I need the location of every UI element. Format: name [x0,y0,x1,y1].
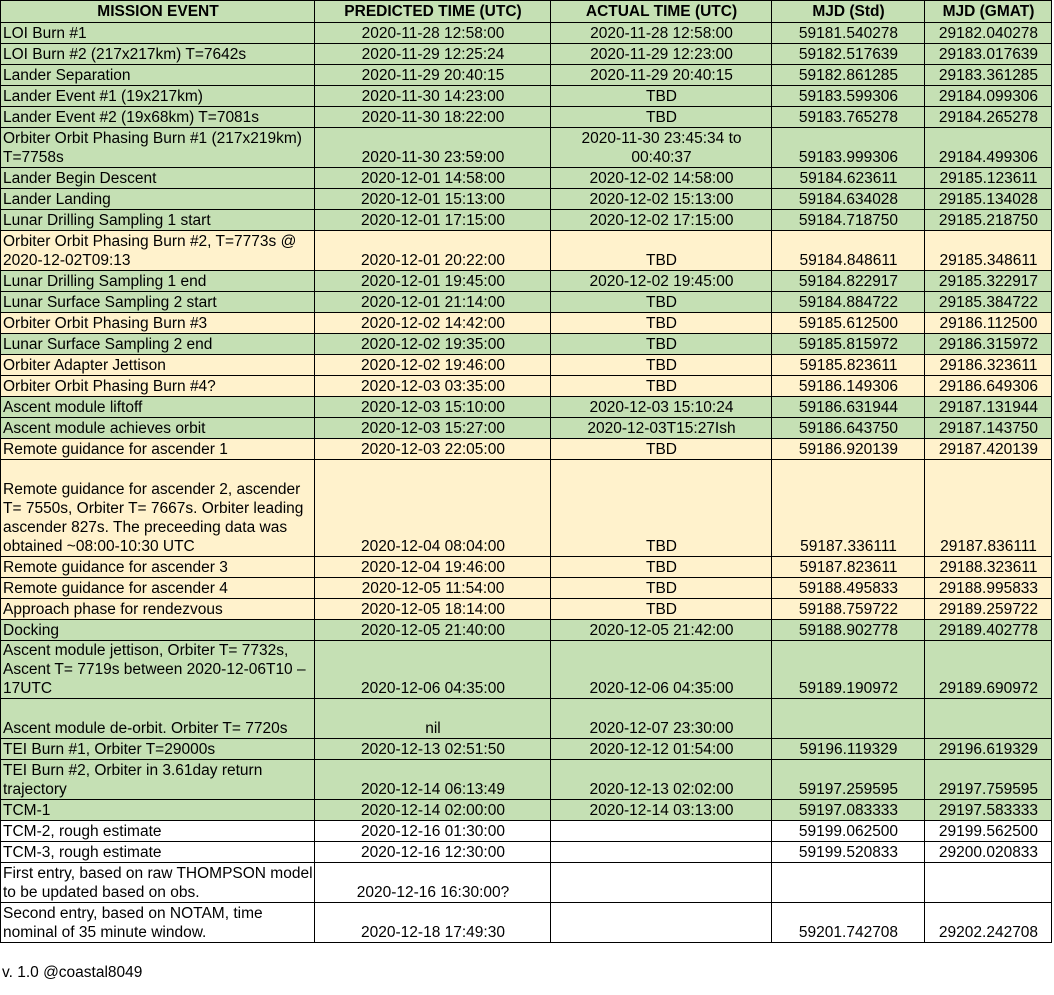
cell-predicted-time[interactable]: nil [315,699,551,739]
cell-event[interactable]: Remote guidance for ascender 3 [1,557,315,578]
cell-actual-time[interactable]: 2020-11-28 12:58:00 [551,23,772,44]
cell-actual-time[interactable]: 2020-12-05 21:42:00 [551,620,772,641]
cell-event[interactable]: TCM-2, rough estimate [1,821,315,842]
cell-event[interactable]: TEI Burn #1, Orbiter T=29000s [1,739,315,760]
cell-actual-time[interactable]: 2020-12-07 23:30:00 [551,699,772,739]
table-row [1,418,1052,439]
cell-mjd-gmat[interactable]: 29183.361285 [925,65,1052,86]
header-predicted-time: PREDICTED TIME (UTC) [315,1,551,23]
cell-predicted-time[interactable]: 2020-12-03 15:27:00 [315,418,551,439]
header-mission-event: MISSION EVENT [1,1,315,23]
cell-mjd-gmat[interactable]: 29197.759595 [925,760,1052,800]
cell-mjd-std[interactable]: 59184.884722 [772,292,925,313]
cell-predicted-time[interactable]: 2020-12-01 17:15:00 [315,210,551,231]
cell-predicted-time[interactable]: 2020-12-04 19:46:00 [315,557,551,578]
cell-event[interactable]: First entry, based on raw THOMPSON model to be updated based on obs. [1,863,315,903]
cell-mjd-gmat[interactable]: 29197.583333 [925,800,1052,821]
cell-actual-time[interactable]: 2020-12-12 01:54:00 [551,739,772,760]
cell-predicted-time[interactable]: 2020-12-02 19:35:00 [315,334,551,355]
cell-predicted-time[interactable]: 2020-11-28 12:58:00 [315,23,551,44]
table-row [1,44,1052,65]
cell-mjd-std[interactable]: 59188.759722 [772,599,925,620]
table-row [1,800,1052,821]
table-row [1,189,1052,210]
cell-mjd-std[interactable]: 59184.848611 [772,231,925,271]
cell-predicted-time[interactable]: 2020-12-03 03:35:00 [315,376,551,397]
cell-actual-time[interactable]: TBD [551,231,772,271]
table-row [1,699,1052,739]
cell-mjd-std[interactable] [772,863,925,903]
table-row [1,460,1052,557]
cell-mjd-gmat[interactable]: 29183.017639 [925,44,1052,65]
cell-actual-time[interactable]: 2020-11-29 12:23:00 [551,44,772,65]
cell-predicted-time[interactable]: 2020-12-16 12:30:00 [315,842,551,863]
cell-event[interactable]: Lander Landing [1,189,315,210]
cell-predicted-time[interactable]: 2020-12-05 21:40:00 [315,620,551,641]
cell-mjd-gmat[interactable]: 29189.259722 [925,599,1052,620]
cell-predicted-time[interactable]: 2020-12-16 16:30:00? [315,863,551,903]
cell-predicted-time[interactable]: 2020-12-18 17:49:30 [315,903,551,943]
cell-mjd-gmat[interactable]: 29182.040278 [925,23,1052,44]
cell-mjd-gmat[interactable]: 29187.143750 [925,418,1052,439]
cell-mjd-gmat[interactable]: 29184.099306 [925,86,1052,107]
table-row [1,355,1052,376]
cell-predicted-time[interactable]: 2020-12-16 01:30:00 [315,821,551,842]
cell-mjd-std[interactable]: 59184.822917 [772,271,925,292]
cell-actual-time[interactable]: 2020-12-03T15:27Ish [551,418,772,439]
cell-actual-time[interactable]: TBD [551,439,772,460]
cell-actual-time[interactable]: 2020-12-13 02:02:00 [551,760,772,800]
table-row [1,334,1052,355]
cell-predicted-time[interactable]: 2020-12-01 14:58:00 [315,168,551,189]
cell-event[interactable]: Second entry, based on NOTAM, time nominal of 35 minute window. [1,903,315,943]
cell-predicted-time[interactable]: 2020-12-01 15:13:00 [315,189,551,210]
table-row [1,599,1052,620]
table-row [1,821,1052,842]
table-row [1,65,1052,86]
cell-mjd-gmat[interactable]: 29187.131944 [925,397,1052,418]
cell-mjd-std[interactable]: 59197.259595 [772,760,925,800]
cell-mjd-std[interactable]: 59182.861285 [772,65,925,86]
cell-mjd-gmat[interactable]: 29189.402778 [925,620,1052,641]
cell-mjd-gmat[interactable]: 29185.384722 [925,292,1052,313]
cell-mjd-gmat[interactable]: 29189.690972 [925,641,1052,699]
cell-mjd-std[interactable]: 59188.902778 [772,620,925,641]
cell-actual-time[interactable]: TBD [551,355,772,376]
cell-event[interactable]: Orbiter Adapter Jettison [1,355,315,376]
cell-event[interactable]: Remote guidance for ascender 1 [1,439,315,460]
cell-mjd-std[interactable]: 59186.920139 [772,439,925,460]
table-row [1,397,1052,418]
cell-mjd-gmat[interactable]: 29187.420139 [925,439,1052,460]
cell-mjd-gmat[interactable]: 29185.322917 [925,271,1052,292]
cell-predicted-time[interactable]: 2020-12-04 08:04:00 [315,460,551,557]
cell-mjd-std[interactable]: 59185.612500 [772,313,925,334]
cell-mjd-std[interactable]: 59199.062500 [772,821,925,842]
cell-mjd-std[interactable]: 59183.999306 [772,128,925,168]
cell-event[interactable]: TCM-1 [1,800,315,821]
cell-mjd-std[interactable]: 59184.634028 [772,189,925,210]
cell-mjd-std[interactable]: 59187.823611 [772,557,925,578]
cell-event[interactable]: Remote guidance for ascender 2, ascender T= 7550s, Orbiter T= 7667s. Orbiter leading ascender 827s. The preceeding data was obtained ~08:00-10:30 UTC [1,460,315,557]
cell-actual-time[interactable]: 2020-11-30 23:45:34 to 00:40:37 [551,128,772,168]
cell-event[interactable]: Lander Event #2 (19x68km) T=7081s [1,107,315,128]
cell-predicted-time[interactable]: 2020-12-05 11:54:00 [315,578,551,599]
cell-mjd-gmat[interactable]: 29186.649306 [925,376,1052,397]
table-row [1,620,1052,641]
cell-mjd-std[interactable]: 59185.823611 [772,355,925,376]
cell-mjd-gmat[interactable]: 29186.315972 [925,334,1052,355]
cell-predicted-time[interactable]: 2020-12-14 06:13:49 [315,760,551,800]
cell-event[interactable]: Orbiter Orbit Phasing Burn #2, T=7773s @ 2020-12-02T09:13 [1,231,315,271]
cell-mjd-std[interactable]: 59183.765278 [772,107,925,128]
cell-mjd-std[interactable]: 59197.083333 [772,800,925,821]
cell-actual-time[interactable]: 2020-12-02 15:13:00 [551,189,772,210]
cell-event[interactable]: Docking [1,620,315,641]
cell-actual-time[interactable]: 2020-12-02 17:15:00 [551,210,772,231]
cell-mjd-std[interactable]: 59187.336111 [772,460,925,557]
cell-actual-time[interactable]: TBD [551,557,772,578]
table-row [1,739,1052,760]
cell-event[interactable]: Ascent module achieves orbit [1,418,315,439]
cell-predicted-time[interactable]: 2020-11-30 23:59:00 [315,128,551,168]
header-actual-time: ACTUAL TIME (UTC) [551,1,772,23]
cell-actual-time[interactable] [551,842,772,863]
header-mjd-gmat: MJD (GMAT) [925,1,1052,23]
cell-mjd-std[interactable]: 59188.495833 [772,578,925,599]
cell-mjd-std[interactable]: 59183.599306 [772,86,925,107]
cell-predicted-time[interactable]: 2020-12-06 04:35:00 [315,641,551,699]
table-row [1,439,1052,460]
table-row [1,557,1052,578]
cell-predicted-time[interactable]: 2020-11-29 20:40:15 [315,65,551,86]
cell-mjd-gmat[interactable]: 29187.836111 [925,460,1052,557]
table-row [1,168,1052,189]
table-row [1,313,1052,334]
cell-event[interactable]: Approach phase for rendezvous [1,599,315,620]
cell-mjd-std[interactable]: 59186.149306 [772,376,925,397]
cell-mjd-gmat[interactable]: 29184.265278 [925,107,1052,128]
cell-mjd-std[interactable]: 59182.517639 [772,44,925,65]
cell-event[interactable]: Lunar Surface Sampling 2 start [1,292,315,313]
cell-event[interactable]: Ascent module jettison, Orbiter T= 7732s, Ascent T= 7719s between 2020-12-06T10 – 17UTC [1,641,315,699]
table-row [1,271,1052,292]
cell-actual-time[interactable] [551,903,772,943]
table-row [1,760,1052,800]
cell-mjd-gmat[interactable]: 29186.323611 [925,355,1052,376]
header-mjd-std: MJD (Std) [772,1,925,23]
cell-predicted-time[interactable]: 2020-12-02 19:46:00 [315,355,551,376]
cell-event[interactable]: Lunar Drilling Sampling 1 end [1,271,315,292]
cell-actual-time[interactable]: 2020-12-02 14:58:00 [551,168,772,189]
table-row [1,842,1052,863]
cell-predicted-time[interactable]: 2020-11-29 12:25:24 [315,44,551,65]
cell-mjd-gmat[interactable]: 29185.348611 [925,231,1052,271]
table-row [1,231,1052,271]
cell-predicted-time[interactable]: 2020-12-03 22:05:00 [315,439,551,460]
cell-predicted-time[interactable]: 2020-11-30 18:22:00 [315,107,551,128]
cell-mjd-std[interactable] [772,699,925,739]
cell-mjd-std[interactable]: 59186.643750 [772,418,925,439]
table-row [1,107,1052,128]
cell-actual-time[interactable]: 2020-12-02 19:45:00 [551,271,772,292]
cell-mjd-gmat[interactable] [925,699,1052,739]
cell-mjd-std[interactable]: 59196.119329 [772,739,925,760]
cell-event[interactable]: Orbiter Orbit Phasing Burn #1 (217x219km) T=7758s [1,128,315,168]
cell-actual-time[interactable] [551,821,772,842]
cell-predicted-time[interactable]: 2020-12-01 19:45:00 [315,271,551,292]
cell-mjd-gmat[interactable]: 29188.995833 [925,578,1052,599]
cell-mjd-std[interactable]: 59181.540278 [772,23,925,44]
cell-event[interactable]: TCM-3, rough estimate [1,842,315,863]
cell-mjd-std[interactable]: 59201.742708 [772,903,925,943]
cell-mjd-std[interactable]: 59184.623611 [772,168,925,189]
cell-mjd-gmat[interactable] [925,863,1052,903]
cell-mjd-std[interactable]: 59189.190972 [772,641,925,699]
cell-mjd-std[interactable]: 59199.520833 [772,842,925,863]
cell-actual-time[interactable]: 2020-12-03 15:10:24 [551,397,772,418]
cell-predicted-time[interactable]: 2020-12-13 02:51:50 [315,739,551,760]
cell-mjd-std[interactable]: 59184.718750 [772,210,925,231]
cell-event[interactable]: Lunar Surface Sampling 2 end [1,334,315,355]
cell-event[interactable]: Ascent module de-orbit. Orbiter T= 7720s [1,699,315,739]
table-body [1,23,1052,943]
cell-actual-time[interactable]: 2020-12-14 03:13:00 [551,800,772,821]
cell-mjd-gmat[interactable]: 29186.112500 [925,313,1052,334]
cell-mjd-gmat[interactable]: 29185.123611 [925,168,1052,189]
cell-mjd-gmat[interactable]: 29202.242708 [925,903,1052,943]
cell-event[interactable]: TEI Burn #2, Orbiter in 3.61day return trajectory [1,760,315,800]
cell-mjd-gmat[interactable]: 29185.218750 [925,210,1052,231]
cell-actual-time[interactable]: TBD [551,86,772,107]
cell-mjd-gmat[interactable]: 29184.499306 [925,128,1052,168]
cell-actual-time[interactable] [551,863,772,903]
cell-actual-time[interactable]: TBD [551,292,772,313]
table-row [1,578,1052,599]
cell-event[interactable]: Ascent module liftoff [1,397,315,418]
cell-predicted-time[interactable]: 2020-12-03 15:10:00 [315,397,551,418]
cell-event[interactable]: Lander Separation [1,65,315,86]
cell-event[interactable]: Remote guidance for ascender 4 [1,578,315,599]
table-row [1,23,1052,44]
cell-mjd-gmat[interactable]: 29185.134028 [925,189,1052,210]
cell-predicted-time[interactable]: 2020-12-05 18:14:00 [315,599,551,620]
cell-actual-time[interactable]: TBD [551,599,772,620]
cell-event[interactable]: Lunar Drilling Sampling 1 start [1,210,315,231]
table-row [1,86,1052,107]
cell-event[interactable]: LOI Burn #1 [1,23,315,44]
cell-mjd-gmat[interactable]: 29188.323611 [925,557,1052,578]
cell-event[interactable]: Lander Begin Descent [1,168,315,189]
header-row [1,1,1052,23]
cell-predicted-time[interactable]: 2020-11-30 14:23:00 [315,86,551,107]
table-row [1,376,1052,397]
cell-predicted-time[interactable]: 2020-12-01 20:22:00 [315,231,551,271]
cell-mjd-gmat[interactable]: 29196.619329 [925,739,1052,760]
cell-predicted-time[interactable]: 2020-12-02 14:42:00 [315,313,551,334]
cell-predicted-time[interactable]: 2020-12-01 21:14:00 [315,292,551,313]
cell-predicted-time[interactable]: 2020-12-14 02:00:00 [315,800,551,821]
cell-actual-time[interactable]: 2020-12-06 04:35:00 [551,641,772,699]
cell-actual-time[interactable]: 2020-11-29 20:40:15 [551,65,772,86]
cell-event[interactable]: Orbiter Orbit Phasing Burn #4? [1,376,315,397]
cell-actual-time[interactable]: TBD [551,334,772,355]
cell-event[interactable]: LOI Burn #2 (217x217km) T=7642s [1,44,315,65]
cell-event[interactable]: Lander Event #1 (19x217km) [1,86,315,107]
table-row [1,903,1052,943]
cell-mjd-gmat[interactable]: 29199.562500 [925,821,1052,842]
table-row [1,128,1052,168]
table-row [1,863,1052,903]
cell-mjd-std[interactable]: 59185.815972 [772,334,925,355]
cell-mjd-gmat[interactable]: 29200.020833 [925,842,1052,863]
table-row [1,641,1052,699]
cell-actual-time[interactable]: TBD [551,376,772,397]
cell-actual-time[interactable]: TBD [551,107,772,128]
cell-mjd-std[interactable]: 59186.631944 [772,397,925,418]
cell-event[interactable]: Orbiter Orbit Phasing Burn #3 [1,313,315,334]
table-row [1,292,1052,313]
table-row [1,210,1052,231]
cell-actual-time[interactable]: TBD [551,460,772,557]
cell-actual-time[interactable]: TBD [551,313,772,334]
cell-actual-time[interactable]: TBD [551,578,772,599]
version-footer: v. 1.0 @coastal8049 [2,964,143,981]
